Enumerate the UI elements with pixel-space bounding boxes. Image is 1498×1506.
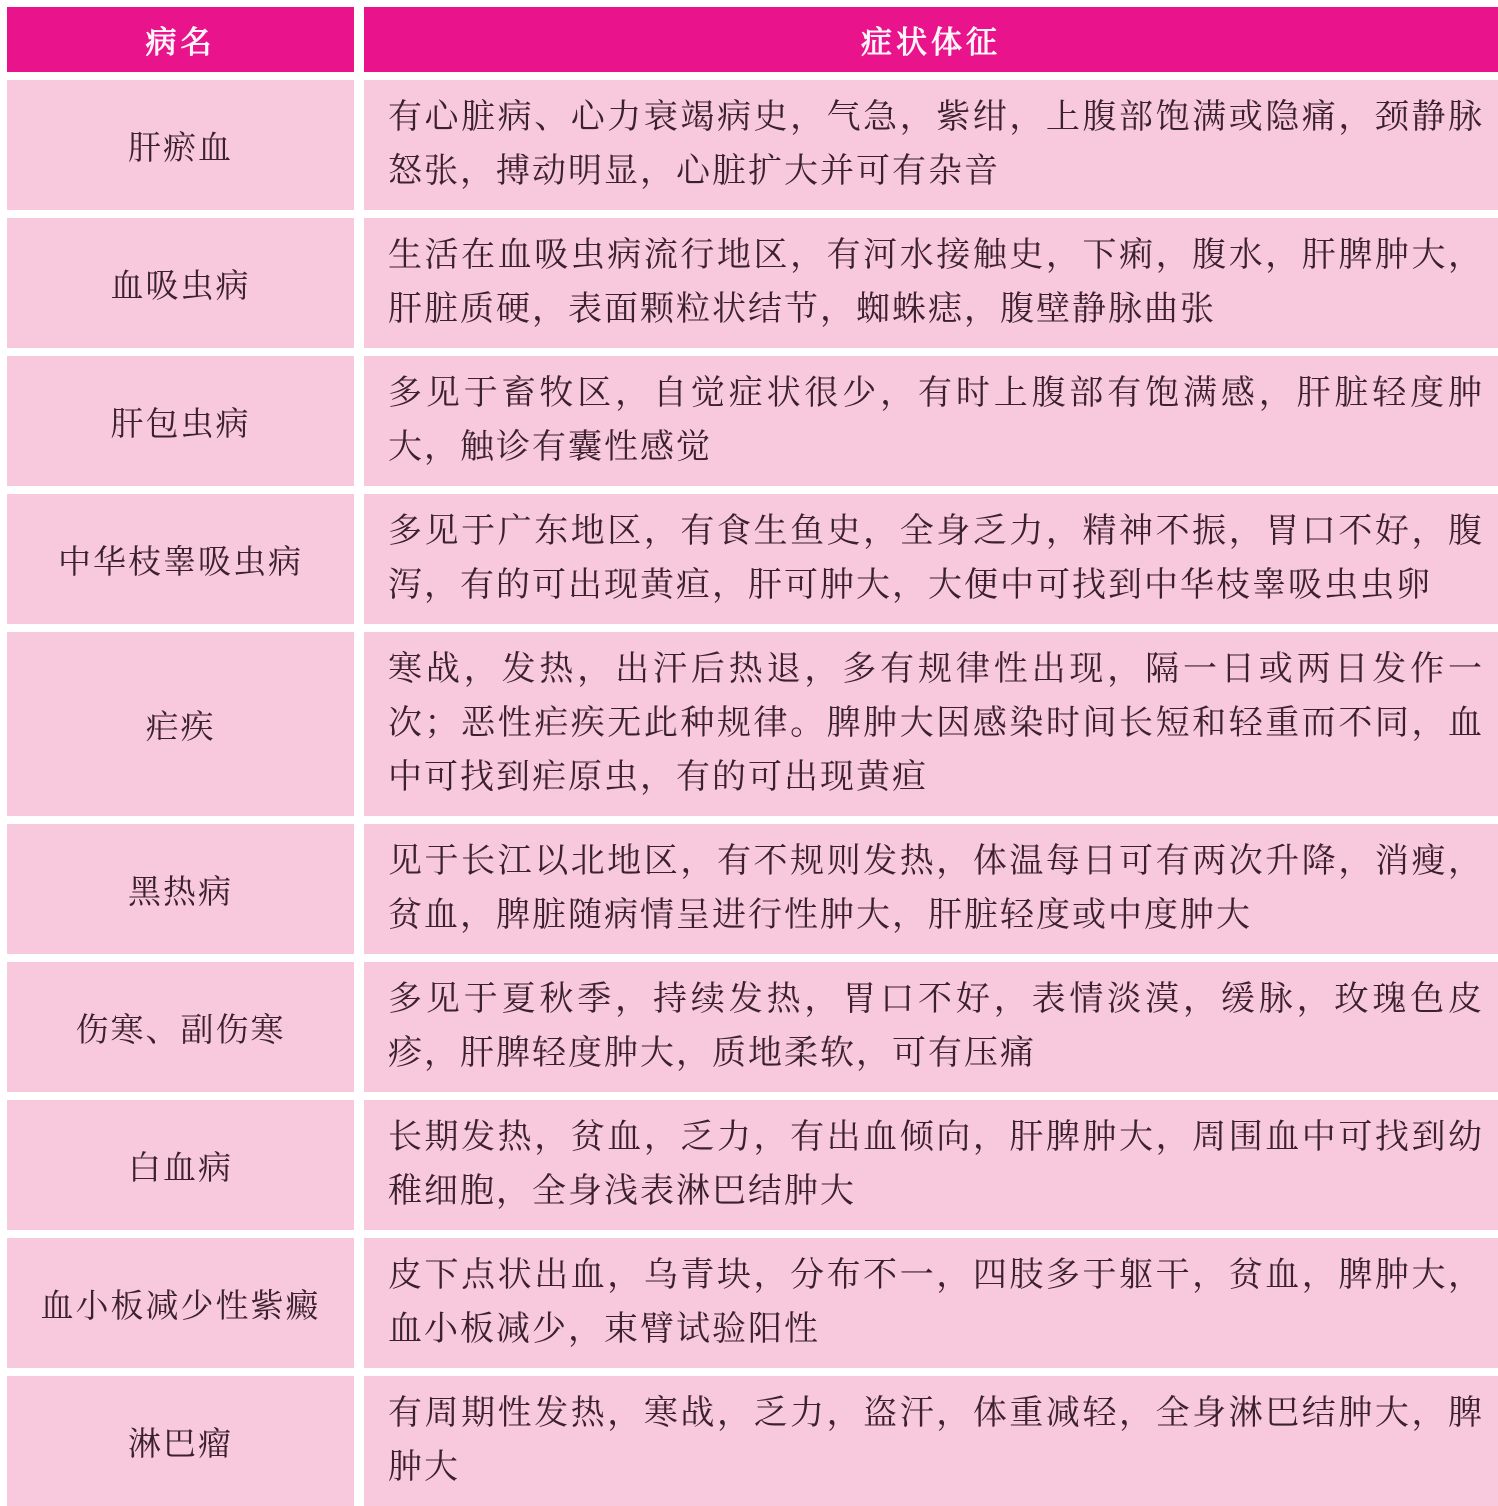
table-row-disease-name: [7, 632, 354, 816]
disease-symptom-table: [7, 7, 1498, 1506]
table-row-symptoms: [364, 80, 1498, 210]
disease-name-label: 肝包虫病: [110, 403, 251, 443]
table-row-disease-name: [7, 80, 354, 210]
table-row-disease-name: [7, 1376, 354, 1506]
table-row-disease-name: [7, 962, 354, 1092]
disease-name-label: 中华枝睾吸虫病: [58, 541, 303, 581]
symptoms-text: 有心脏病、心力衰竭病史，气急，紫绀，上腹部饱满或隐痛，颈静脉怒张，搏动明显，心脏扩大并可有杂音: [388, 97, 1484, 191]
table-row-disease-name: [7, 1100, 354, 1230]
table-row-disease-name: [7, 824, 354, 954]
symptoms-text: 寒战，发热，出汗后热退，多有规律性出现，隔一日或两日发作一次；恶性疟疾无此种规律。脾肿大因感染时间长短和轻重而不同，血中可找到疟原虫，有的可出现黄疸: [388, 649, 1484, 797]
symptoms-text: 皮下点状出血，乌青块，分布不一，四肢多于躯干，贫血，脾肿大，血小板减少，束臂试验阳性: [388, 1255, 1484, 1349]
disease-name-label: 肝瘀血: [128, 127, 233, 167]
column-header-symptoms-label: 症状体征: [861, 25, 1001, 61]
table-row-symptoms: [364, 1376, 1498, 1506]
table-row-disease-name: [7, 356, 354, 486]
symptoms-text: 有周期性发热，寒战，乏力，盗汗，体重减轻，全身淋巴结肿大，脾肿大: [388, 1393, 1484, 1487]
disease-name-label: 伤寒、副伤寒: [75, 1009, 286, 1049]
symptoms-text: 生活在血吸虫病流行地区，有河水接触史，下痢，腹水，肝脾肿大，肝脏质硬，表面颗粒状结节，蜘蛛痣，腹壁静脉曲张: [388, 235, 1484, 329]
table-row-symptoms: [364, 356, 1498, 486]
table-row-symptoms: [364, 632, 1498, 816]
disease-name-label: 疟疾: [145, 706, 216, 746]
symptoms-text: 见于长江以北地区，有不规则发热，体温每日可有两次升降，消瘦，贫血，脾脏随病情呈进行性肿大，肝脏轻度或中度肿大: [388, 841, 1484, 935]
table-row-symptoms: [364, 1238, 1498, 1368]
column-header-symptoms: [364, 7, 1498, 72]
disease-name-label: 白血病: [128, 1147, 233, 1187]
table-row-disease-name: [7, 1238, 354, 1368]
table-row-symptoms: [364, 494, 1498, 624]
symptoms-text: 多见于夏秋季，持续发热，胃口不好，表情淡漠，缓脉，玫瑰色皮疹，肝脾轻度肿大，质地柔软，可有压痛: [388, 979, 1484, 1073]
table-row-symptoms: [364, 824, 1498, 954]
table-row-disease-name: [7, 494, 354, 624]
disease-name-label: 血小板减少性紫癜: [40, 1285, 321, 1325]
symptoms-text: 长期发热，贫血，乏力，有出血倾向，肝脾肿大，周围血中可找到幼稚细胞，全身浅表淋巴结肿大: [388, 1117, 1484, 1211]
table-row-symptoms: [364, 1100, 1498, 1230]
table-row-disease-name: [7, 218, 354, 348]
disease-name-label: 淋巴瘤: [128, 1423, 233, 1463]
column-header-disease: [7, 7, 354, 72]
symptoms-text: 多见于畜牧区，自觉症状很少，有时上腹部有饱满感，肝脏轻度肿大，触诊有囊性感觉: [388, 373, 1484, 467]
disease-name-label: 血吸虫病: [110, 265, 251, 305]
column-header-disease-label: 病名: [145, 25, 216, 61]
symptoms-text: 多见于广东地区，有食生鱼史，全身乏力，精神不振，胃口不好，腹泻，有的可出现黄疸，肝可肿大，大便中可找到中华枝睾吸虫虫卵: [388, 511, 1484, 605]
disease-name-label: 黑热病: [128, 871, 233, 911]
table-row-symptoms: [364, 962, 1498, 1092]
table-row-symptoms: [364, 218, 1498, 348]
